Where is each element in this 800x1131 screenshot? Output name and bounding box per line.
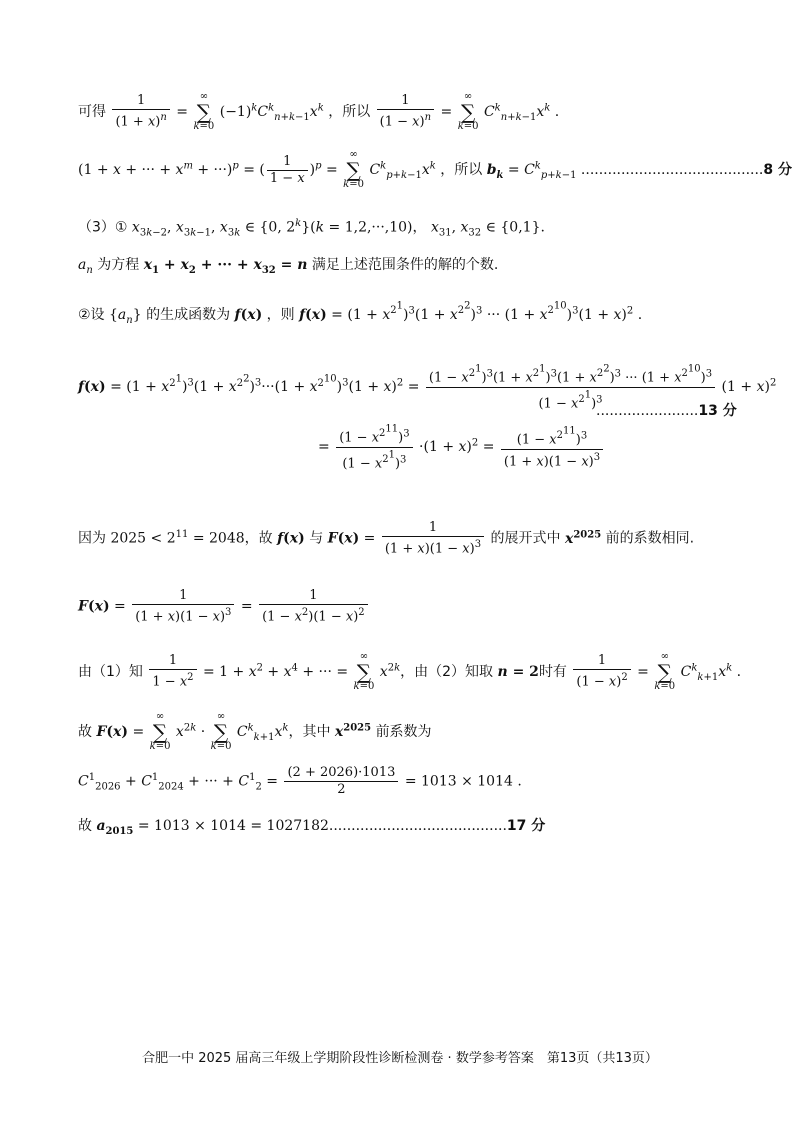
formula-coefficient-sum: $C^1_{2026} + C^1_{2024}$ + ··· + $C^1_2$ = $\frac{(2 + 2026)\cdot 1013}{2}$ = 1013 × 1014 .	[78, 765, 522, 797]
formula-F-definition: F(x) = $\frac{1}{(1 + x)(1 - x)^3}$ = $\frac{1}{(1 - x^2)(1 - x)^2}$	[78, 588, 370, 625]
line-generating-identity: 可得 $\frac{1}{(1 + x)^n}$ = ∞ ∑ k=0 $(-1)^kC^k_{n+k-1}x^k$ ，所以 $\frac{1}{(1 - x)^n}$ = ∞ ∑ k=0 $C^k_{n+k-1}x^k$ .	[78, 91, 560, 132]
line-coefficient-compare: 因为 $2025 < 2^{11} = 2048$，故 f(x) 与 F(x) = $\frac{1}{(1 + x)(1 - x)^3}$ 的展开式中 $x^{2025}$ 前的系数相同.	[78, 520, 695, 557]
line-power-series: (1 + x + ··· + $x^m + \cdot\cdot\cdot)^p$ = ( $\frac{1}{1 - x}$ )$^p$ = ∞ ∑ k=0 $C^k_{p+k-1}x^k$ ，所以 $b_k = C^k_{p+k-1}$ .........................................8 分	[78, 149, 793, 190]
line-an-definition: $a_n$ 为方程 $x_1 + x_2$ + ··· + $x_{32} = n$ 满足上述范围条件的解的个数.	[78, 257, 499, 276]
score-13: .......................13 分	[596, 403, 737, 419]
line-generating-function: ②设 $\{a_n\}$ 的生成函数为 f(x) ，则 $f(x) = (1 + x^{2^1})^3(1 + x^{2^2})^3$ ··· $(1 + x^{2^{10}})^3(1 + x)^2$ .	[78, 301, 643, 326]
line-part3-range: （3）① $x_{3k-2}$, $x_{3k-1}$, $x_{3k}$ ∈ {0, $2^k\}(k = 1,2,\cdot\cdot\cdot,10)$， $x_{31}$, $x_{32}$ ∈ {0,1}.	[78, 218, 545, 239]
formula-f-expansion: $f(x) = (1 + x^{2^1})^3(1 + x^{2^2})^3\cdot\cdot\cdot(1 + x^{2^{10}})^3(1 + x)^2$ = $\frac{(1 - x^{2^1})^3(1 + x^{2^1})^3(1 + x^{2^2})^3 \cdot\cdot\cdot (1 + x^{2^{10}})^3}{(1 - x^{2^1})^3}$ $(1 + x)^2$	[78, 364, 777, 412]
formula-f-simplified: = $\frac{(1 - x^{2^{11}})^3}{(1 - x^{2^1})^3}$ $\cdot(1 + x)^2$ = $\frac{(1 - x^{2^{11}})^3}{(1 + x)(1 - x)^3}$	[318, 422, 605, 472]
page-footer: 合肥一中 2025 届高三年级上学期阶段性诊断检测卷 · 数学参考答案 第13页（共13页）	[142, 1051, 658, 1066]
line-F-product: 故 F(x) = ∞ ∑ k=0 $x^{2k}$ · ∞ ∑ k=0 $C^k_{k+1}x^k$，其中 $x^{2025}$ 前系数为	[78, 711, 432, 752]
line-known-series: 由（1）知 $\frac{1}{1 - x^2}$ = $1 + x^2 + x^4$ + ··· = ∞ ∑ k=0 $x^{2k}$，由（2）知取 n = 2时有 $\frac{1}{(1 - x)^2}$ = ∞ ∑ k=0 $C^k_{k+1}x^k$ .	[78, 651, 742, 692]
line-final-answer: 故 $a_{2015} = 1013 \times 1014 = 1027182........................................17$ 分	[78, 818, 546, 837]
